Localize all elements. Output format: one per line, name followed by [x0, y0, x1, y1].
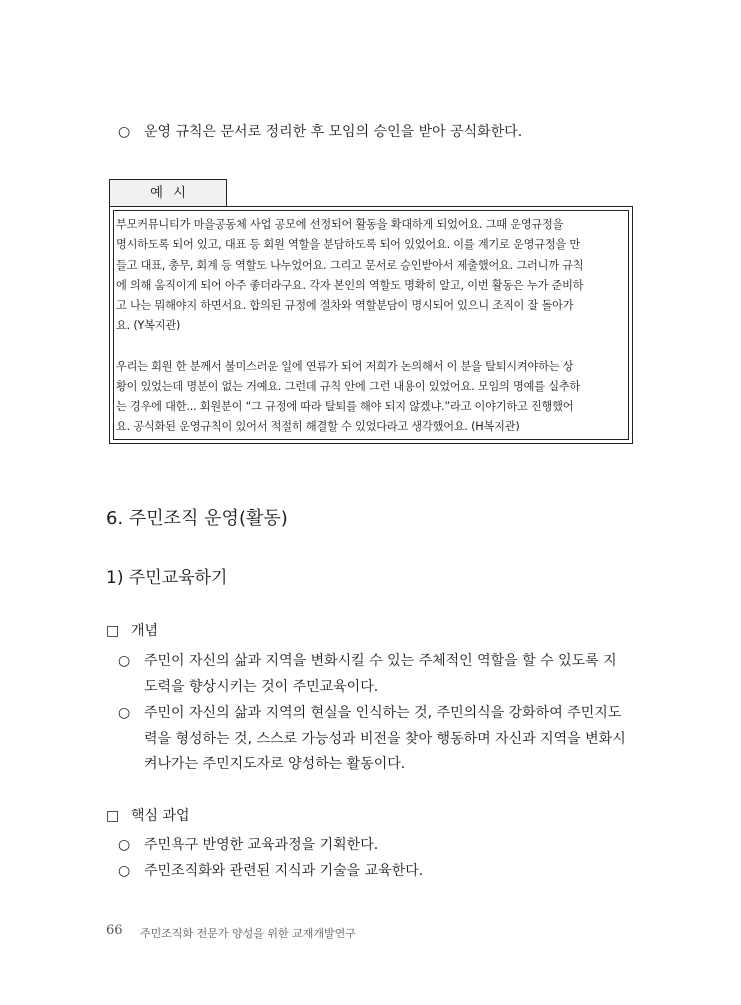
example-p2-line: 우리는 회원 한 분께서 불미스러운 일에 연류가 되어 저희가 논의해서 이 분을 탈퇴시켜야하는 상 — [116, 360, 574, 373]
core-heading-text: 핵심 과업 — [131, 808, 190, 824]
concept-bullet-2 — [118, 703, 621, 723]
core-heading — [106, 806, 190, 826]
concept-bullet-line: 주민이 자신의 삶과 지역을 변화시킬 수 있는 주체적인 역할을 할 수 있도록 지 — [144, 653, 617, 669]
example-p2-line: 요. 공식화된 운영규칙이 있어서 적절히 해결할 수 있었다라고 생각했어요. (H복지관) — [116, 420, 520, 433]
concept-bullet-line: 주민이 자신의 삶과 지역의 현실을 인식하는 것, 주민의식을 강화하여 주민지도 — [144, 705, 622, 721]
square-bullet-icon: □ — [106, 808, 120, 824]
example-tab: 예시 — [109, 179, 227, 206]
footer-title: 주민조직화 전문가 양성을 위한 교재개발연구 — [140, 927, 356, 940]
concept-bullet-line: 도력을 향상시키는 것이 주민교육이다. — [144, 679, 379, 695]
example-p1-line: 부모커뮤니티가 마을공동체 사업 공모에 선정되어 활동을 확대하게 되었어요. 그때 운영규정을 — [116, 218, 564, 231]
core-bullet-text: 주민욕구 반영한 교육과정을 기획한다. — [144, 837, 379, 853]
circle-bullet-icon: ○ — [118, 653, 131, 669]
circle-bullet-icon: ○ — [118, 837, 131, 853]
example-p1-line: 고 나는 뭐해야지 하면서요. 합의된 규정에 절차와 역할분담이 명시되어 있으니 조직이 잘 돌아가 — [116, 299, 574, 312]
example-p2-line: 황이 있었는데 명분이 없는 거예요. 그런데 규칙 안에 그런 내용이 있었어요. 모임의 명예를 실추하 — [116, 380, 581, 393]
square-bullet-icon: □ — [106, 623, 120, 639]
core-bullet-text: 주민조직화와 관련된 지식과 기술을 교육한다. — [144, 863, 424, 879]
example-p1-line: 요. (Y복지관) — [116, 319, 181, 332]
circle-bullet-icon: ○ — [118, 124, 131, 140]
subsection-title: 1) 주민교육하기 — [106, 568, 228, 588]
rule-bullet-text: 운영 규칙은 문서로 정리한 후 모임의 승인을 받아 공식화한다. — [144, 124, 523, 140]
circle-bullet-icon: ○ — [118, 705, 131, 721]
concept-bullet-line: 켜나가는 주민지도자로 양성하는 활동이다. — [144, 756, 406, 772]
concept-heading — [106, 621, 158, 641]
example-p1-line: 에 의해 움직이게 되어 아주 좋더라구요. 각자 본인의 역할도 명확히 알고, 이번 활동은 누가 준비하 — [116, 279, 584, 292]
page-number: 66 — [106, 923, 123, 938]
example-p1-line: 들고 대표, 총무, 회계 등 역할도 나누었어요. 그리고 문서로 승인받아서 제출했어요. 그러니까 규칙 — [116, 259, 584, 272]
example-p2-line: 는 경우에 대한... 회원분이 “그 규정에 따라 탈퇴를 해야 되지 않겠냐.”라고 이야기하고 진행했어 — [116, 400, 574, 413]
circle-bullet-icon: ○ — [118, 863, 131, 879]
example-p1-line: 명시하도록 되어 있고, 대표 등 회원 역할을 분담하도록 되어 있었어요. 이를 계기로 운영규정을 만 — [116, 238, 581, 251]
section-title: 6. 주민조직 운영(활동) — [106, 508, 288, 529]
rule-bullet — [118, 122, 522, 142]
concept-bullet-line: 력을 형성하는 것, 스스로 가능성과 비전을 찾아 행동하며 자신과 지역을 변화시 — [144, 731, 626, 747]
concept-heading-text: 개념 — [131, 623, 159, 639]
concept-bullet-1 — [118, 651, 617, 671]
core-bullet-1 — [118, 835, 378, 855]
core-bullet-2 — [118, 861, 423, 881]
